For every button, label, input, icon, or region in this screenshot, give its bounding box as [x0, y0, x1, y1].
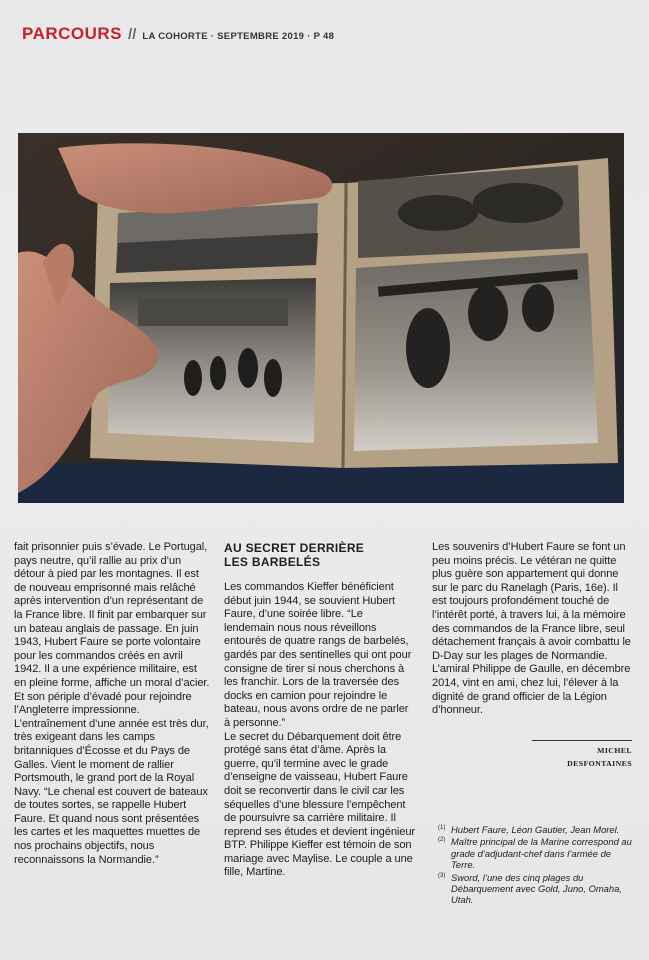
album-photo: [18, 133, 624, 503]
column2-paragraph-2: Le secret du Débarquement doit être protégé sans état d’âme. Après la guerre, qu’il termine avec le grade d’enseigne de vaisseau, Hubert Faure doit se reconvertir dans le civil car les séquelles d’une blessure l’empêchent de poursuivre sa carrière militaire. Il reprend ses études et devient ingénieur BTP. Philippe Kieffer est témoin de son mariage avec Maylise. Le couple a une fille, Martine.: [224, 730, 415, 879]
footnote: [438, 824, 634, 835]
footnote-text: Maître principal de la Marine correspond au grade d’adjudant-chef dans l’armée de Terre.: [451, 836, 632, 871]
column3-paragraph: Les souvenirs d’Hubert Faure se font un peu moins précis. Le vétéran ne quitte plus guère son appartement qui donne sur le parc du Ranelagh (Paris, 16e). Il est toujours profondément touché de l’intérêt porté, à travers lui, à la mémoire des commandos de la France libre, seul détachement français à avoir combattu le D-Day sur les plages de Normandie. L’amiral Philippe de Gaulle, en décembre 2014, vint en ami, chez lui, l’élever à la dignité de grand officier de la Légion d’honneur.: [432, 541, 631, 717]
text-column-1: [14, 541, 210, 867]
column2-paragraph-1: Les commandos Kieffer bénéficient début juin 1944, se souvient Hubert Faure, d’une soirée libre. “Le lendemain nous nous réveillons entourés de quatre rangs de barbelés, gardés par des sentinelles qui ont pour consigne de tirer si nous cherchons à les franchir. Lors de la traversée des docks en camion pour rejoindre le bateau, nous avons ordre de ne parler à personne.”: [224, 581, 412, 729]
photo-album-icon: [18, 133, 624, 503]
footnote-text: Hubert Faure, Léon Gautier, Jean Morel.: [451, 824, 620, 835]
footnote-text: Sword, l’une des cinq plages du Débarquement avec Gold, Juno, Omaha, Utah.: [451, 871, 622, 906]
column1-paragraph: fait prisonnier puis s’évade. Le Portugal, pays neutre, qu’il rallie au prix d’un détour à pied par les montagnes. Il est de nouveau emprisonné mais relâché après intervention d’un représentant de la France libre. Il finit par embarquer sur un bateau anglais de passage. En juin 1943, Hubert Faure se porte volontaire pour les commandos créés en avril 1942. Il a une expérience militaire, est en pleine forme, affiche un moral d’acier. Et son périple d’évadé pour rejoindre l’Angleterre impressionne. L’entraînement d’une année est très dur, très exigeant dans les camps britanniques d’Écosse et du Pays de Galles. Vient le moment de rallier Portsmouth, le grand port de la Royal Navy. “Le chenal est couvert de bateaux de toutes sortes, se rappelle Hubert Faure. Et quand nous sont présentées les cartes et les maquettes muettes de nos prochains objectifs, nous reconnaissons la Normandie.”: [14, 541, 210, 866]
footnote-mark: (2): [438, 837, 446, 844]
footnotes: [438, 824, 634, 907]
text-column-3: [432, 541, 634, 771]
footnote: [438, 872, 634, 906]
subheading: [224, 541, 416, 569]
page-header: [22, 24, 334, 44]
subheading-line2: LES BARBELÉS: [224, 555, 321, 569]
text-column-2: [224, 541, 416, 880]
subheading-line1: AU SECRET DERRIÈRE: [224, 541, 365, 555]
footnote-mark: (1): [438, 825, 446, 831]
footnote: [438, 836, 634, 870]
footnote-mark: (3): [438, 872, 446, 879]
publication-info: LA COHORTE · SEPTEMBRE 2019 · P 48: [142, 31, 335, 42]
section-title: PARCOURS: [22, 24, 123, 43]
header-separator: //: [128, 26, 137, 43]
author-signature: MICHEL DESFONTAINES: [532, 740, 632, 771]
